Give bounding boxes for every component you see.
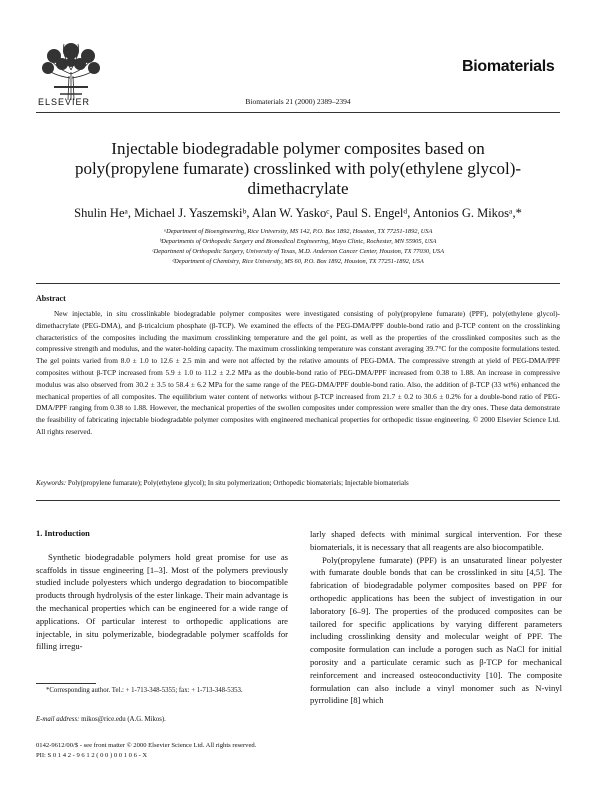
intro-paragraph-1: Synthetic biodegradable polymers hold great promise for use as scaffolds in tissue engineering [1–3]. Most of the polymers previously studied include polyesters which undergo degradation to biocompatible products through hydrolysis of the ester linkage. Their main advantage is the mechanical properties which can be engineered for a wide range of applications. Of particular interest to orthopedic applications are injectable, in situ polymerizable, biodegradable polymer scaffolds for filling irregu- <box>36 551 288 652</box>
affiliation-b: ᵇDepartments of Orthopedic Surgery and Biomedical Engineering, Mayo Clinic, Rochester, MN 55905, USA <box>159 238 437 245</box>
email-line <box>36 716 166 723</box>
abstract-heading: Abstract <box>36 294 66 303</box>
header-divider <box>36 112 560 113</box>
affiliation-d: ᵈDepartment of Chemistry, Rice University, MS 60, P.O. Box 1892, Houston, TX 77251-1892, USA <box>172 258 424 265</box>
keywords <box>36 479 560 487</box>
email-address[interactable]: mikos@rice.edu (A.G. Mikos). <box>81 716 166 723</box>
section-heading-introduction: 1. Introduction <box>36 529 90 538</box>
author-list: Shulin Heᵃ, Michael J. Yaszemskiᵇ, Alan W. Yaskoᶜ, Paul S. Engelᵈ, Antonios G. Mikosᵃ,* <box>74 206 522 220</box>
abstract-bottom-rule <box>36 500 560 501</box>
abstract-text: New injectable, in situ crosslinkable biodegradable polymer composites were investigated consisting of poly(propylene fumarate) (PPF), poly(ethylene glycol)-dimethacrylate (PEG-DMA), and β-tricalcium phosphate (β-TCP). We examined the effects of the PEG-DMA/PPF double-bond ratio and β-TCP content on the crosslinking characteristics of the composites including the maximum crosslinking temperature and the gel point, as well as the properties of the crosslinked composites such as the compressive strength and modulus, and the water-holding capacity. The maximum crosslinking temperature was constant averaging 39.7°C for the composite formulations tested. The gel points varied from 8.0 ± 1.0 to 12.6 ± 2.5 min and were not affected by the relative amounts of PEG-DMA. The compressive strength at yield of PEG-DMA/PPF composites without β-TCP increased from 5.9 ± 1.0 to 11.2 ± 2.2 MPa as the double-bond ratio of PEG-DMA/PPF increased from 0.38 to 1.88. An increase in compressive modulus was also observed from 30.2 ± 3.5 to 58.4 ± 6.2 MPa for the same range of the PEG-DMA/PPF double-bond ratio. Also, the addition of β-TCP (33 wt%) enhanced the mechanical properties of all composites. The equilibrium water content of networks without β-TCP increased from 21.7 ± 0.2 to 30.6 ± 0.2% for a double-bond ratio of PEG-DMA/PPF ranging from 0.38 to 1.88. However, the mechanical properties of the swollen composites under compression were smaller than the dry ones. These data demonstrate the feasibility of fabricating injectable biodegradable polymer composites with engineered mechanical properties for orthopedic tissue engineering. © 2000 Elsevier Science Ltd. All rights reserved. <box>36 309 560 436</box>
paper-title: Injectable biodegradable polymer composites based on poly(propylene fumarate) crosslinked with poly(ethylene glycol)-dimethacrylate <box>74 139 522 198</box>
affiliation-a: ᵃDepartment of Bioengineering, Rice University, MS 142, P.O. Box 1892, Houston, TX 77251-1892, USA <box>163 228 433 235</box>
pii-line: PII: S 0 1 4 2 - 9 6 1 2 ( 0 0 ) 0 0 1 0 6 - X <box>36 752 148 759</box>
intro-paragraph-2: Poly(propylene fumarate) (PPF) is an unsaturated linear polyester with fumarate double bonds that can be crosslinked in situ [4,5]. The fabrication of biodegradable polymer composites based on PPF for orthopedic applications has been the subject of investigation in our laboratory [6–9]. The properties of the produced composites can be tailored for specific applications by varying different parameters including crosslinking density and molecular weight of PPF. The composite formulation can include a porogen such as NaCl for initial porosity and a particulate ceramic such as β-TCP for mechanical reinforcement and increased osteoconductivity [10]. The composite formulation can also include a vinyl monomer such as N-vinyl pyrrolidine [8] which <box>310 554 562 706</box>
abstract-top-rule <box>36 283 560 284</box>
email-label: E-mail address: <box>36 716 80 723</box>
footnote-rule <box>36 683 96 684</box>
issn-line: 0142-9612/00/$ - see front matter © 2000 Elsevier Science Ltd. All rights reserved. <box>36 742 257 749</box>
corresponding-author-note: *Corresponding author. Tel.: + 1-713-348-5355; fax: + 1-713-348-5353. <box>46 687 243 694</box>
keywords-text: Poly(propylene fumarate); Poly(ethylene glycol); In situ polymerization; Orthopedic biomaterials; Injectable biomaterials <box>67 479 409 487</box>
intro-paragraph-1-continued: larly shaped defects with minimal surgical intervention. For these biomaterials, it is necessary that all reagents are also biocompatible. <box>310 529 562 552</box>
body-column-left <box>36 528 288 653</box>
elsevier-tree-logo <box>40 42 102 102</box>
publisher-name: ELSEVIER <box>38 97 91 107</box>
journal-name: Biomaterials <box>462 58 555 75</box>
affiliation-c: ᶜDepartment of Orthopedic Surgery, University of Texas, M.D. Anderson Cancer Center, Houston, TX 77030, USA <box>151 248 444 255</box>
journal-citation: Biomaterials 21 (2000) 2389–2394 <box>245 97 351 106</box>
affiliations <box>40 227 556 267</box>
copyright-footer <box>36 741 560 761</box>
body-column-right <box>310 528 562 707</box>
keywords-label: Keywords: <box>36 479 67 487</box>
